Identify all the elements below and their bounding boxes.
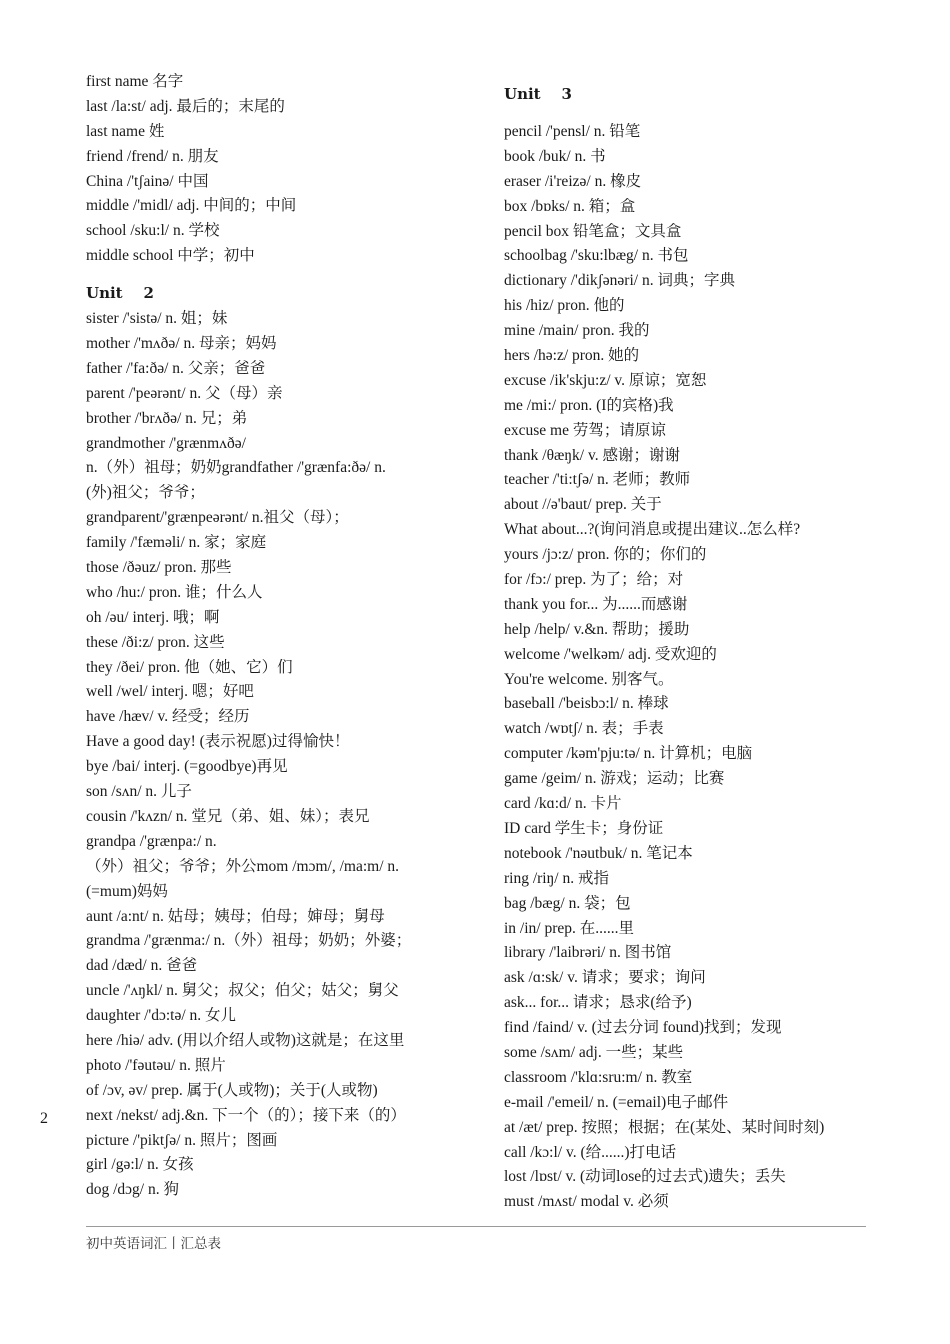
vocab-entry: next /nekst/ adj.&n. 下一个（的）；接下来（的）	[86, 1106, 406, 1124]
vocab-entry: dad /dæd/ n. 爸爸	[86, 957, 198, 975]
vocab-entry: some /sʌm/ adj. 一些；某些	[504, 1043, 684, 1061]
vocab-entry: must /mʌst/ modal v. 必须	[504, 1193, 669, 1211]
unit-heading: Unit 2	[86, 284, 154, 303]
vocab-entry: grandma /'grænma:/ n.（外）祖母；奶奶；外婆；	[86, 932, 412, 950]
vocab-entry: e-mail /'emeil/ n. (=email)电子邮件	[504, 1093, 729, 1111]
vocab-entry: friend /frend/ n. 朋友	[86, 147, 219, 165]
vocab-entry: card /kɑ:d/ n. 卡片	[504, 795, 622, 813]
vocab-entry: family /'fæməli/ n. 家；家庭	[86, 534, 267, 552]
vocab-entry: (=mum)妈妈	[86, 882, 168, 900]
vocab-entry: bag /bæg/ n. 袋；包	[504, 894, 631, 912]
left-lines-after	[86, 307, 486, 1203]
vocab-entry: last /la:st/ adj. 最后的；末尾的	[86, 97, 285, 115]
vocab-entry: hers /hə:z/ pron. 她的	[504, 347, 640, 365]
vocab-entry: (外)祖父；爷爷；	[86, 484, 205, 502]
vocab-entry: welcome /'welkəm/ adj. 受欢迎的	[504, 645, 717, 663]
footer-title: 初中英语词汇丨汇总表	[86, 1236, 221, 1251]
vocab-entry: help /help/ v.&n. 帮助；援助	[504, 620, 690, 638]
vocab-entry: You're welcome. 别客气。	[504, 670, 674, 688]
footer-divider	[86, 1226, 866, 1227]
vocab-entry: me /mi:/ pron. (I的宾格)我	[504, 396, 674, 414]
vocab-entry: library /'laibrəri/ n. 图书馆	[504, 944, 672, 962]
vocab-entry: classroom /'klɑ:sru:m/ n. 教室	[504, 1068, 693, 1086]
vocab-entry: of /ɔv, əv/ prep. 属于(人或物)；关于(人或物)	[86, 1081, 378, 1099]
vocab-entry: have /hæv/ v. 经受；经历	[86, 708, 250, 726]
vocab-entry: sister /'sistə/ n. 姐；妹	[86, 310, 228, 328]
vocab-entry: for /fɔ:/ prep. 为了；给；对	[504, 571, 684, 589]
vocab-entry: book /buk/ n. 书	[504, 147, 606, 165]
vocab-entry: cousin /'kʌzn/ n. 堂兄（弟、姐、妹）；表兄	[86, 807, 370, 825]
vocab-entry: brother /'brʌðə/ n. 兄；弟	[86, 409, 248, 427]
right-lines	[504, 120, 904, 1215]
vocab-entry: excuse me 劳驾；请原谅	[504, 421, 666, 439]
vocab-entry: What about...?(询问消息或提出建议..怎么样?	[504, 521, 801, 539]
vocab-entry: call /kɔ:l/ v. (给......)打电话	[504, 1143, 677, 1161]
vocab-entry: box /bɒks/ n. 箱；盒	[504, 197, 636, 215]
page-number: 2	[40, 1110, 48, 1127]
vocab-entry: at /æt/ prep. 按照；根据；在(某处、某时间时刻)	[504, 1118, 825, 1136]
vocab-entry: grandparent/'grænpeərənt/ n.祖父（母）；	[86, 509, 349, 527]
vocab-entry: mine /main/ pron. 我的	[504, 322, 650, 340]
vocab-entry: here /hiə/ adv. (用以介绍人或物)这就是；在这里	[86, 1031, 405, 1049]
vocab-entry: find /faind/ v. (过去分词 found)找到；发现	[504, 1019, 782, 1037]
vocab-entry: daughter /'dɔ:tə/ n. 女儿	[86, 1007, 237, 1025]
vocab-entry: aunt /a:nt/ n. 姑母；姨母；伯母；婶母；舅母	[86, 907, 385, 925]
vocab-entry: thank /θæŋk/ v. 感谢；谢谢	[504, 446, 680, 464]
vocab-entry: those /ðəuz/ pron. 那些	[86, 559, 232, 577]
vocab-entry: yours /jɔ:z/ pron. 你的；你们的	[504, 546, 707, 564]
vocab-entry: grandpa /'grænpa:/ n.	[86, 832, 217, 850]
vocab-entry: schoolbag /'sku:lbæg/ n. 书包	[504, 247, 689, 265]
vocab-entry: computer /kəm'pju:tə/ n. 计算机；电脑	[504, 745, 753, 763]
vocab-entry: oh /əu/ interj. 哦；啊	[86, 608, 220, 626]
vocab-entry: bye /bai/ interj. (=goodbye)再见	[86, 758, 288, 776]
vocab-entry: pencil box 铅笔盒；文具盒	[504, 222, 682, 240]
vocab-entry: ID card 学生卡；身份证	[504, 819, 664, 837]
vocab-entry: watch /wɒtʃ/ n. 表；手表	[504, 720, 664, 738]
vocab-entry: game /geim/ n. 游戏；运动；比赛	[504, 770, 725, 788]
vocab-entry: school /sku:l/ n. 学校	[86, 222, 220, 240]
vocab-entry: mother /'mʌðə/ n. 母亲；妈妈	[86, 335, 277, 353]
vocab-entry: eraser /i'reizə/ n. 橡皮	[504, 172, 642, 190]
vocab-entry: n.（外）祖母；奶奶grandfather /'grænfa:ðə/ n.	[86, 459, 386, 477]
vocab-entry: in /in/ prep. 在......里	[504, 919, 635, 937]
vocab-entry: grandmother /'grænmʌðə/	[86, 434, 246, 452]
left-column	[86, 70, 486, 1203]
vocab-entry: about //ə'baut/ prep. 关于	[504, 496, 662, 514]
vocab-entry: notebook /'nəutbuk/ n. 笔记本	[504, 844, 693, 862]
vocab-entry: excuse /ik'skju:z/ v. 原谅；宽恕	[504, 371, 707, 389]
vocab-entry: last name 姓	[86, 122, 165, 140]
vocab-entry: parent /'peərənt/ n. 父（母）亲	[86, 384, 283, 402]
vocab-entry: middle /'midl/ adj. 中间的；中间	[86, 197, 297, 215]
vocab-entry: lost /lɒst/ v. (动词lose的过去式)遗失；丢失	[504, 1168, 786, 1186]
vocab-entry: thank you for... 为......而感谢	[504, 595, 688, 613]
vocab-entry: ring /riŋ/ n. 戒指	[504, 869, 609, 887]
vocab-entry: these /ði:z/ pron. 这些	[86, 633, 225, 651]
right-column	[504, 82, 904, 1215]
vocab-entry: they /ðei/ pron. 他（她、它）们	[86, 658, 293, 676]
vocab-entry: pencil /'pensl/ n. 铅笔	[504, 123, 641, 140]
vocab-entry: well /wel/ interj. 嗯；好吧	[86, 683, 254, 701]
vocab-entry: China /'tʃainə/ 中国	[86, 172, 209, 190]
vocab-entry: first name 名字	[86, 73, 184, 90]
vocab-entry: son /sʌn/ n. 儿子	[86, 783, 192, 801]
vocab-entry: girl /gə:l/ n. 女孩	[86, 1156, 194, 1174]
left-lines-before	[86, 70, 486, 269]
vocab-entry: photo /'fəutəu/ n. 照片	[86, 1056, 226, 1074]
vocab-entry: father /'fa:ðə/ n. 父亲；爸爸	[86, 359, 266, 377]
unit-heading: Unit 3	[504, 85, 572, 103]
vocab-entry: uncle /'ʌŋkl/ n. 舅父；叔父；伯父；姑父；舅父	[86, 982, 399, 1000]
vocab-entry: picture /'piktʃə/ n. 照片；图画	[86, 1131, 278, 1149]
vocab-entry: ask /ɑ:sk/ v. 请求；要求；询问	[504, 969, 706, 987]
vocab-entry: who /hu:/ pron. 谁；什么人	[86, 583, 263, 601]
vocab-entry: middle school 中学；初中	[86, 247, 255, 265]
vocab-entry: ask... for... 请求；恳求(给予)	[504, 994, 692, 1012]
vocab-entry: Have a good day! (表示祝愿)过得愉快！	[86, 733, 350, 751]
vocab-entry: baseball /'beisbɔ:l/ n. 棒球	[504, 695, 669, 713]
vocab-entry: dog /dɔg/ n. 狗	[86, 1181, 179, 1199]
vocab-entry: teacher /'ti:tʃə/ n. 老师；教师	[504, 471, 691, 489]
vocab-entry: dictionary /'dikʃənəri/ n. 词典；字典	[504, 272, 735, 290]
vocab-entry: his /hiz/ pron. 他的	[504, 297, 625, 315]
vocab-entry: （外）祖父；爷爷；外公mom /mɔm/, /ma:m/ n.	[86, 857, 400, 875]
